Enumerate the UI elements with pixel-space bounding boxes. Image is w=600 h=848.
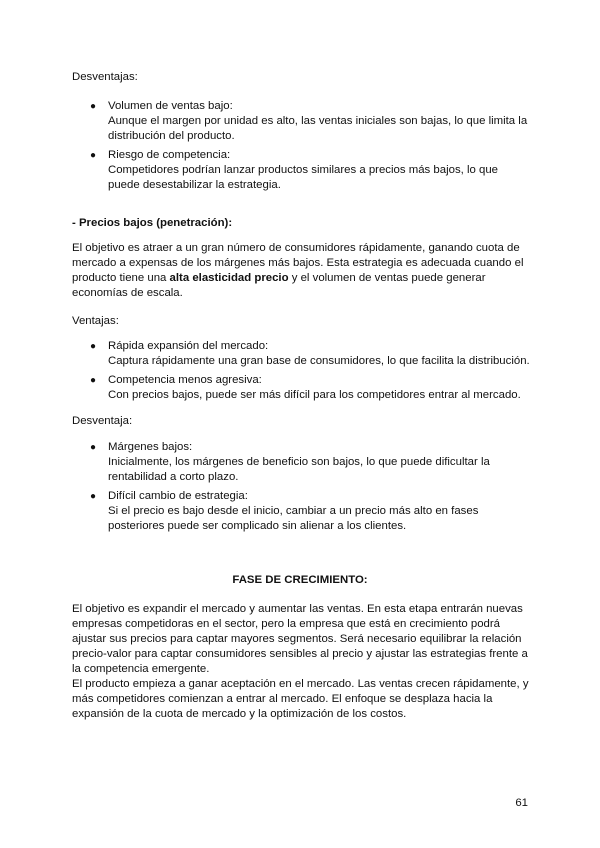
growth-paragraph-1: El objetivo es expandir el mercado y aumentar las ventas. En esta etapa entrarán nuevas empresas competidoras en el sector, pero la empresa que está en crecimiento podrá ajustar sus precios para captar mayores segmentos. Será necesario equilibrar la relación precio-valor para captar consumidores sensibles al precio y ajustar las estrategias frente a la competencia emergente. [72,603,528,675]
list-item-title: Riesgo de competencia: [108,149,231,161]
list-item-desc: Aunque el margen por unidad es alto, las ventas iniciales son bajas, lo que limita la distribución del producto. [108,115,528,142]
list-item-desc: Inicialmente, los márgenes de beneficio son bajos, lo que puede dificultar la rentabilidad a corto plazo. [108,456,490,483]
list-item-title: Márgenes bajos: [108,441,193,453]
disadvantage-list [90,440,530,534]
bullet-icon: ● [90,442,97,453]
bullet-icon: ● [90,491,97,502]
bullet-icon: ● [90,101,97,112]
intro-bold-term: alta elasticidad precio [169,272,289,284]
disadvantage-label: Desventaja: [72,415,133,427]
list-item [90,339,530,369]
list-item-title: Volumen de ventas bajo: [108,100,233,112]
bullet-icon: ● [90,375,97,386]
list-item [90,148,530,193]
list-item [90,373,530,403]
growth-phase-heading: FASE DE CRECIMIENTO: [232,574,368,586]
list-item-title: Competencia menos agresiva: [108,374,262,386]
page-number: 61 [515,797,528,809]
list-item-desc: Con precios bajos, puede ser más difícil para los competidores entrar al mercado. [108,389,521,401]
list-item-desc: Captura rápidamente una gran base de consumidores, lo que facilita la distribución. [108,355,530,367]
section-heading-low-prices: - Precios bajos (penetración): [72,217,233,229]
low-prices-intro [72,241,532,301]
list-item-title: Difícil cambio de estrategia: [108,490,248,502]
bullet-icon: ● [90,150,97,161]
list-item-title: Rápida expansión del mercado: [108,340,269,352]
intro-text-start: El objetivo es atraer a un gran número de consumidores rápidamente, ganando cuota de mercado a expensas de los márgenes más bajos. Esta estrategia es adecuada cuando el producto tiene una [72,242,524,284]
list-item [90,99,530,144]
advantages-label: Ventajas: [72,315,119,327]
list-item [90,489,530,534]
disadvantages-label: Desventajas: [72,71,138,83]
list-item [90,440,530,485]
growth-paragraph-2: El producto empieza a ganar aceptación en el mercado. Las ventas crecen rápidamente, y más competidores comienzan a entrar al mercado. El enfoque se desplaza hacia la expansión de la cuota de mercado y la optimización de los costos. [72,678,529,720]
intro-text-end: y el volumen de ventas puede generar economías de escala. [72,272,486,299]
list-item-desc: Si el precio es bajo desde el inicio, cambiar a un precio más alto en fases posteriores puede ser complicado sin alienar a los clientes. [108,505,479,532]
list-item-desc: Competidores podrían lanzar productos similares a precios más bajos, lo que puede desestabilizar la estrategia. [108,164,499,191]
advantages-list [90,339,530,403]
bullet-icon: ● [90,341,97,352]
disadvantages-list [90,99,530,193]
